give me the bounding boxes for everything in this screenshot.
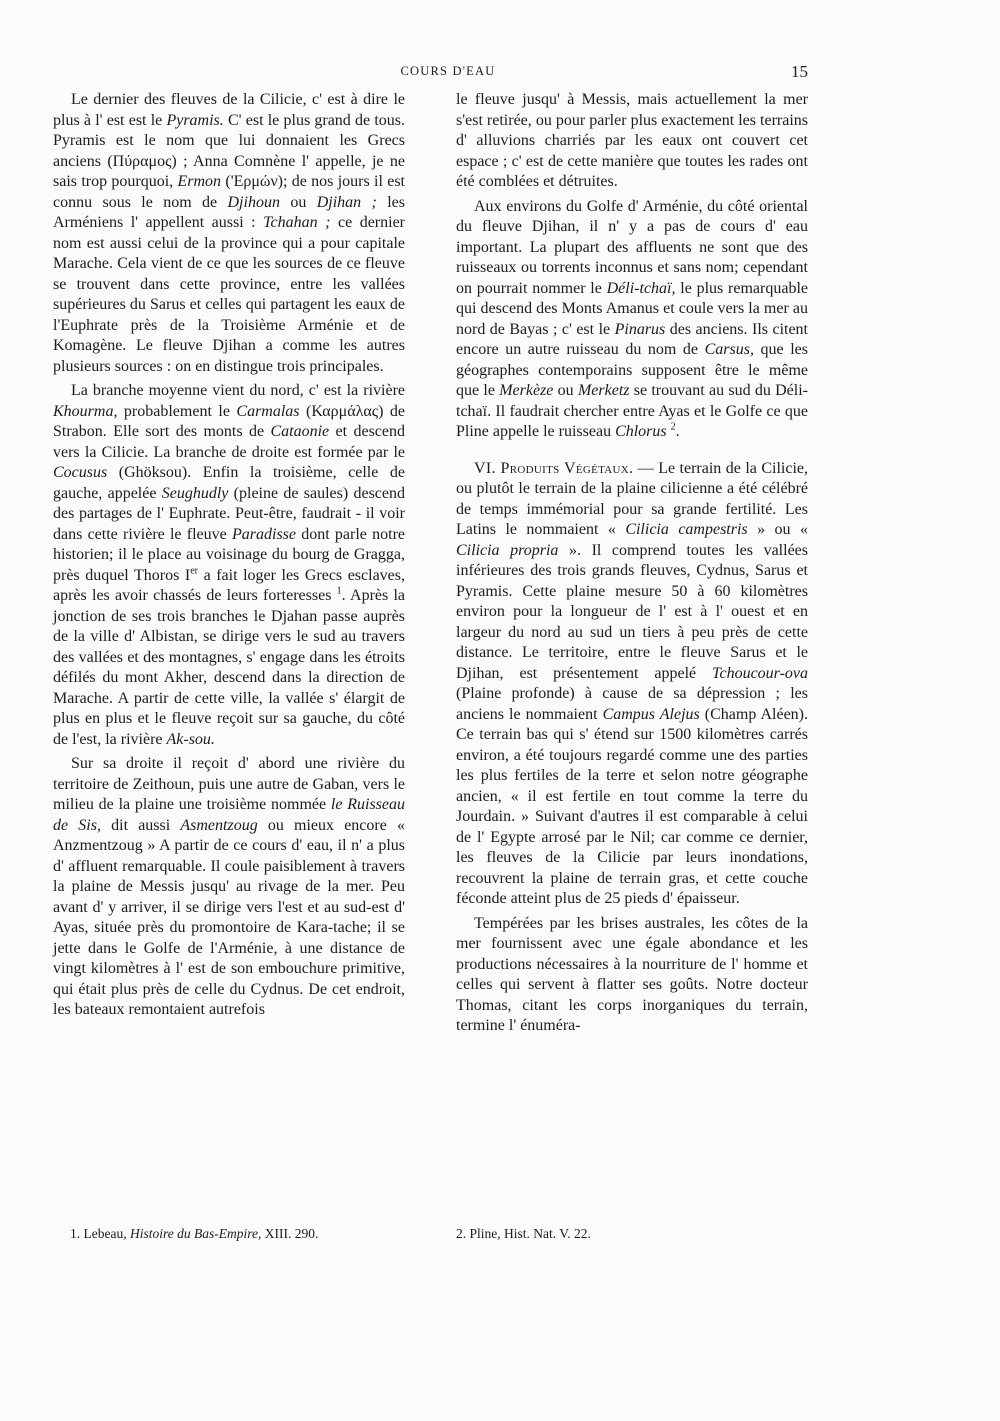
footnote-2: 2. Pline, Hist. Nat. V. 22. <box>456 1226 591 1241</box>
right-column <box>456 90 808 1041</box>
running-title: COURS D'EAU <box>400 64 496 78</box>
left-column <box>53 90 405 1025</box>
paragraph-messis: le fleuve jusqu' à Messis, mais actuellement la mer s'est retirée, ou pour parler plus exactement les terrains d' alluvions charriés par les eaux ont couvert cet espace ; c' est de cette manière que toutes les rades ont été comblées et détruites. <box>456 91 808 190</box>
paragraph-tributaries: Sur sa droite il reçoit d' abord une rivière du territoire de Zeithoun, puis une autre de Gaban, vers le milieu de la plaine une troisième nommée le Ruisseau de Sis, dit aussi Asmentzoug ou mieux encore « Anzmentzoug » A partir de ce cours d' eau, il n' a plus d' affluent remarquable. Il coule paisiblement à travers la plaine de Messis jusqu' au rivage de la mer. Peu avant d' y arriver, il se dirige vers l'est et au sud-est d' Ayas, située près du promontoire de Kara-tache; il se jette dans le Golfe de l'Arménie, à une distance de vingt kilomètres à l' est de son embouchure primitive, qui était plus près de celle du Cydnus. De cet endroit, les bateaux remontaient autrefois <box>53 755 405 1018</box>
footnote-1: 1. Lebeau, Histoire du Bas-Empire, XIII. 290. <box>70 1226 319 1241</box>
paragraph-produits-vegetaux: VI. Produits Végétaux. — Le terrain de la Cilicie, ou plutôt le terrain de la plaine cilicienne a été célébré de temps immémorial pour sa grande fertilité. Les Latins le nommaient « Cilicia campestris » ou « Cilicia propria ». Il comprend toutes les vallées inférieures des trois grands fleuves, Cydnus, Sarus et Pyramis. Cette plaine mesure 50 à 60 kilomètres environ pour la longueur de l' est à l' ouest et en largeur du nord au sud un tiers à peu près de cette distance. Le territoire, entre le fleuve Sarus et le Djihan, est présentement appelé Tchoucour-ova (Plaine profonde) à cause de sa dépression ; les anciens le nommaient Campus Alejus (Champ Aléen). Ce terrain bas qui s' étend sur 1500 kilomètres carrés environ, a été toujours regardé comme une des parties les plus fertiles de la terre et selon notre géographe ancien, « il est fertile en tout comme la terre du Jourdain. » Suivant d'autres il est comparable à celui de l' Egypte arrosé par le Nil; car comme ce dernier, les fleuves de la Cilicie par leurs inondations, recouvrent la plaine de terrain gras, et cette couche féconde atteint plus de 25 pieds d' épaisseur. <box>456 459 809 907</box>
paragraph-branches: La branche moyenne vient du nord, c' est la rivière Khourma, probablement le Carmalas (Καρμάλας) de Strabon. Elle sort des monts de Cataonie et descend vers la Cilicie. La branche de droite est formée par le Cocusus (Ghöksou). Enfin la troisième, celle de gauche, appelée Seughudly (pleine de saules) descend des partages de l' Euphrate. Peut-être, faudrait - il voir dans cette rivière le fleuve Paradisse dont parle notre historien; il le place au voisinage du bourg de Gragga, près duquel Thoros Ier a fait loger les Grecs esclaves, après les avoir chassés de leurs forteresses $^1$. Après la jonction de ses trois branches le Djahan passe auprès de la ville d' Albistan, se dirige vers le sud au travers des vallées et des montagnes, s' engage dans les étroits défilés du mont Akher, descend dans la direction de Marache. A partir de cette ville, la vallée s' élargit de plus en plus et le fleuve reçoit sur sa gauche, du côté de l'est, la rivière Ak-sou. <box>53 382 406 748</box>
paragraph-cotes: Tempérées par les brises australes, les côtes de la mer fournissent avec une égale abondance et les productions nécessaires à la nourriture de l' homme et celles qui servent à flatter ses goûts. Notre docteur Thomas, citant les corps inorganiques du terrain, termine l' énuméra- <box>456 914 808 1034</box>
page-number: 15 <box>791 62 808 81</box>
footnote-ref-1: 1 <box>336 585 342 597</box>
section-heading: VI. Produits Végétaux. <box>474 459 634 477</box>
footnote-ref-2: 2 <box>670 421 676 433</box>
paragraph-golfe: Aux environs du Golfe d' Arménie, du côté oriental du fleuve Djihan, il n' y a pas de cours d' eau important. La plupart des affluents ne sont que des ruisseaux ou torrents inconnus et sans nom; cependant on pourrait nommer le Déli-tchaï, le plus remarquable qui descend des Monts Amanus et coule vers la mer au nord de Bayas ; c' est le Pinarus des anciens. Ils citent encore un autre ruisseau du nom de Carsus, que les géographes contemporains supposent être le même que le Merkèze ou Merketz se trouvant au sud du Déli-tchaï. Il faudrait chercher entre Ayas et le Golfe ce que Pline appelle le ruisseau Chlorus $^2$. <box>456 197 809 440</box>
paragraph-pyramis: Le dernier des fleuves de la Cilicie, c' est à dire le plus à l' est est le Pyramis. C' est le plus grand de tous. Pyramis est le nom que lui donnaient les Grecs anciens (Πύραμος) ; Anna Comnène l' appelle, je ne sais trop pourquoi, Ermon ('Ερμών); de nos jours il est connu sous le nom de Djihoun ou Djihan ; les Arméniens l' appellent aussi : Tchahan ; ce dernier nom est aussi celui de la province qui a pour capitale Marache. Cela vient de ce que les sources de ce fleuve se trouvent dans cette province, entre les vallées supérieures du Sarus et celles qui partagent les eaux de l'Euphrate près de la Troisième Arménie et de Komagène. Le fleuve Djihan a comme les autres plusieurs sources : on en distingue trois principales. <box>53 91 406 375</box>
